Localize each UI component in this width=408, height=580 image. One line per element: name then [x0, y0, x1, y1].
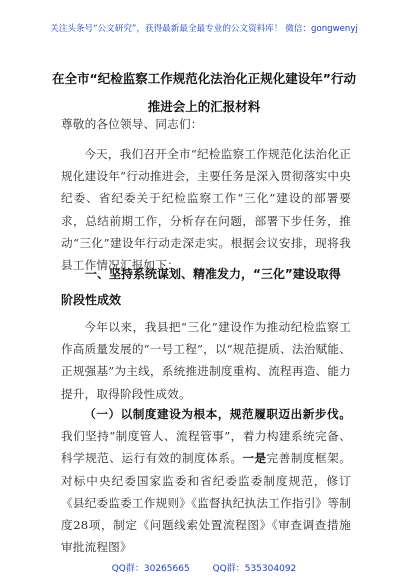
subheading-1: （一）以制度建设为根本，规范履职迈出新步伐。 — [84, 407, 351, 421]
paragraph-3-text-a: 我们坚持“制度管人、流程管事”，着力构建系统完备、科学规范、运行有效的制度体系。 — [61, 429, 351, 466]
paragraph-3-text-b: 完善制度框架。对标中央纪委国家监委和省纪委监委制度规范，修订《县纪委监委工作规则》《监督执纪执法工作指引》等制度28项，制定《问题线索处置流程图》《审查调查措施审批流程图》 — [61, 451, 351, 555]
document-title: 在全市“纪检监察工作规范化法治化正规化建设年”行动推进会上的汇报材料 — [52, 71, 356, 114]
section-heading-1: 一、坚持系统谋划、精准发力，“三化”建设取得阶段性成效 — [61, 267, 341, 307]
paragraph-2: 今年以来，我县把“三化”建设作为推动纪检监察工作高质量发展的“一号工程”，以“规范提质、法治赋能、正规强基”为主线，系统推进制度重构、流程再造、能力提升，取得阶段性成效。 — [61, 320, 351, 401]
paragraph-1: 今天，我们召开全市“纪检监察工作规范化法治化正规化建设年”行动推进会，主要任务是深入贯彻落实中央纪委、省纪委关于纪检监察工作“三化”建设的部署要求，总结前期工作，分析存在问题，部署下步任务，推动“三化”建设年行动走深走实。根据会议安排，现将我县工作情况汇报如下： — [61, 147, 351, 273]
emphasis-marker: 一是 — [242, 451, 267, 466]
header-note: 关注头条号“公文研究”，获得最新最全最专业的公文资料库！ 微信：gongwenyj — [50, 24, 358, 34]
footer-contact: QQ群：30265665 QQ群：535304092 — [111, 564, 297, 574]
salutation: 尊敬的各位领导、同志们： — [61, 117, 203, 131]
paragraph-3 — [61, 403, 351, 558]
